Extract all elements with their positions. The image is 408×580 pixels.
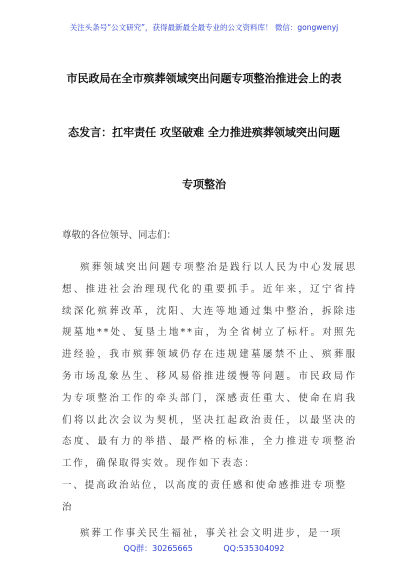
- document-body: [62, 229, 357, 544]
- body-paragraph-2-text: 殡葬工作事关民生福祉，事关社会文明进步，是一项: [80, 527, 343, 539]
- salutation: 尊敬的各位领导、同志们：: [62, 230, 177, 241]
- body-paragraph-2: [62, 523, 357, 545]
- section-heading-1: [62, 475, 357, 519]
- footer-qq-group: QQ群：30265665: [123, 544, 193, 553]
- document-title-line-3: 专项整治: [182, 178, 226, 191]
- body-paragraph-1-text: 殡葬领域突出问题专项整治是践行以人民为中心发展思想、推进社会治理现代化的重要抓手。近年来，辽宁省持续深化殡葬改革，沈阳、大连等地通过集中整治，拆除违规墓地**处、复垦土地**亩，为全省树立了标杆。对照先进经验，我市殡葬领域仍存在违规建墓屡禁不止、殡葬服务市场乱象丛生、移风易俗推进缓慢等问题。市民政局作为专项整治工作的牵头部门，深感责任重大、使命在肩我们将以此次会议为契机，坚决扛起政治责任，以最坚决的态度、最有力的举措、最严格的标准，全力推进专项整治工作，确保取得实效。现作如下表态：: [62, 262, 357, 470]
- document-title-line-1: 市民政局在全市殡葬领域突出问题专项整治推进会上的表: [66, 72, 342, 85]
- document-title-line-2: 态发言：扛牢责任 攻坚破难 全力推进殡葬领域突出问题: [68, 126, 340, 139]
- header-banner: 关注头条号“公文研究”，获得最新最全最专业的公文资料库！ 微信：gongwenyj: [69, 23, 339, 32]
- footer-qq: QQ:535304092: [223, 544, 285, 553]
- section-heading-1-text: 一、提高政治站位，以高度的责任感和使命感推进专项整治: [62, 479, 348, 513]
- footer-contact: [0, 543, 408, 554]
- body-paragraph-1: [62, 257, 357, 475]
